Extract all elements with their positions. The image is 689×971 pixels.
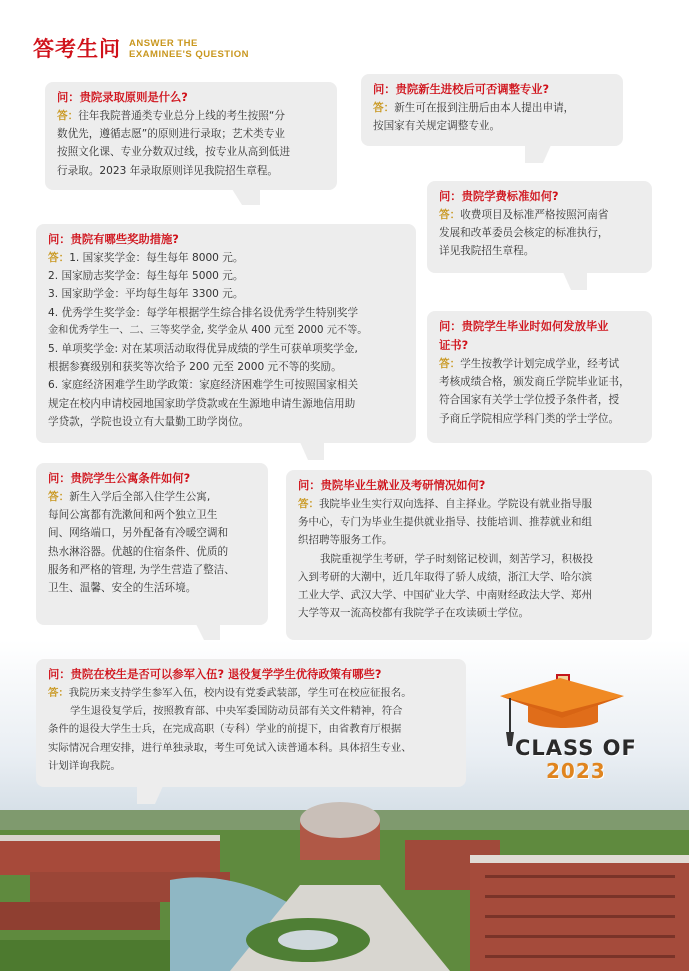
question: 问：贵院毕业生就业及考研情况如何? [298,479,486,492]
answer-line: 予商丘学院相应学科门类的学士学位。 [439,412,620,425]
answer-line: 详见我院招生章程。 [439,245,535,258]
answer-line: 织招聘等服务工作。 [298,534,393,547]
bubble-tail [232,189,260,205]
qa-dorm [36,463,268,625]
answer-line: 工业大学、武汉大学、中国矿业大学、中南财经政法大学、郑州 [298,589,592,602]
answer-line: 2. 国家励志奖学金：每生每年 5000 元。 [48,270,244,283]
answer-line: 条件的退役大学生士兵，在完成高职（专科）学业的前提下，由省教育厅根据 [48,723,402,736]
answer-line: 答：往年我院普通类专业总分上线的考生按照“分 [57,110,285,122]
answer-line: 按国家有关规定调整专业。 [373,120,501,133]
bubble-tail [525,145,551,163]
subtitle-line-1: ANSWER THE [129,38,198,49]
class-of-label: CLASS OF [515,736,637,760]
bubble-tail [137,786,163,804]
answer-line: 大学等双一流高校都有我院学子在攻读硕士学位。 [298,607,529,620]
answer-line: 每间公寓都有洗漱间和两个独立卫生 [48,509,218,522]
answer-line: 根据参赛级别和获奖等次给予 200 元至 2000 元不等的奖励。 [48,361,342,374]
question: 问：贵院学生毕业时如何发放毕业 [439,320,609,333]
question-continued: 证书? [439,339,469,352]
answer-line: 学生退役复学后，按照教育部、中央军委国防动员部有关文件精神，符合 [70,705,403,718]
answer-line: 按照文化课、专业分数双过线，按专业从高到低进 [57,146,291,159]
page-subtitle [129,38,249,60]
question: 问：贵院录取原则是什么? [57,91,188,104]
question: 问：贵院在校生是否可以参军入伍? 退役复学学生优待政策有哪些? [48,668,382,681]
question: 问：贵院新生进校后可否调整专业? [373,83,550,96]
answer-line: 答：我院历来支持学生参军入伍，校内设有党委武装部，学生可在校应征报名。 [48,687,412,699]
answer-line: 我院重视学生考研，学子时刻铭记校训，刻苦学习，积极投 [320,552,593,565]
answer-line: 答：新生入学后全部入住学生公寓, [48,491,211,503]
qa-diploma [427,311,652,443]
answer-line: 答：收费项目及标准严格按照河南省 [439,209,609,221]
answer-line: 3. 国家助学金：平均每生每年 3300 元。 [48,288,244,301]
bubble-tail [196,624,220,640]
answer-line: 间、网络端口，另外配备有冷暖空调和 [48,527,229,540]
page-title: 答考生问 [33,37,121,61]
answer-line: 答：1. 国家奖学金：每生每年 8000 元。 [48,252,244,264]
question: 问：贵院学费标准如何? [439,190,559,203]
answer-line: 金和优秀学生一、二、三等奖学金, 奖学金从 400 元至 2000 元不等。 [48,324,368,336]
answer-line: 答：学生按教学计划完成学业，经考试 [439,358,620,370]
subtitle-line-2: EXAMINEE'S QUESTION [129,49,249,60]
qa-employment [286,470,652,640]
question: 问：贵院学生公寓条件如何? [48,472,191,485]
answer-line: 服务和严格的管理, 为学生营造了整洁、 [48,563,235,576]
answer-line: 热水淋浴器。优越的住宿条件、优质的 [48,545,229,558]
answer-line: 答：我院毕业生实行双向选择、自主择业。学院设有就业指导服 [298,498,592,510]
answer-line: 规定在校内申请校园地国家助学贷款或在生源地申请生源地信用助 [48,397,356,410]
qa-tuition [427,181,652,273]
qa-military [36,659,466,787]
bubble-tail [563,272,587,290]
answer-line: 答：新生可在报到注册后由本人提出申请， [373,102,575,114]
answer-line: 6. 家庭经济困难学生助学政策：家庭经济困难学生可按照国家相关 [48,379,359,392]
answer-line: 5. 单项奖学金: 对在某项活动取得优异成绩的学生可获单项奖学金, [48,343,358,356]
answer-line: 卫生、温馨、安全的生活环境。 [48,582,197,595]
answer-line: 4. 优秀学生奖学金：每学年根据学生综合排名设优秀学生特别奖学 [48,306,359,319]
page-header [33,36,249,62]
answer-line: 发展和改革委员会核定的标准执行， [439,227,609,240]
answer-line: 实际情况合理安排，进行单独录取，考生可免试入读普通本科。具体招生专业、 [48,741,412,754]
answer-line: 行录取。2023 年录取原则详见我院招生章程。 [57,164,279,177]
answer-line: 学贷款，学院也设立有大量勤工助学岗位。 [48,415,250,428]
answer-line: 符合国家有关学士学位授予条件者，授 [439,394,620,407]
answer-line: 考核成绩合格，颁发商丘学院毕业证书， [439,376,630,389]
question: 问：贵院有哪些奖助措施? [48,233,179,246]
answer-line: 数优先，遵循志愿”的原则进行录取；艺术类专业 [57,128,285,141]
qa-major-change [361,74,623,146]
qa-scholarship [36,224,416,443]
answer-line: 务中心，专门为毕业生提供就业指导、技能培训、推荐就业和组 [298,516,592,529]
answer-line: 计划详询我院。 [48,759,121,772]
qa-admission [45,82,337,190]
class-year-label: 2023 [546,759,606,783]
answer-line: 入到考研的大潮中，近几年取得了骄人成绩，浙江大学、哈尔滨 [298,570,592,583]
bubble-tail [300,442,324,460]
